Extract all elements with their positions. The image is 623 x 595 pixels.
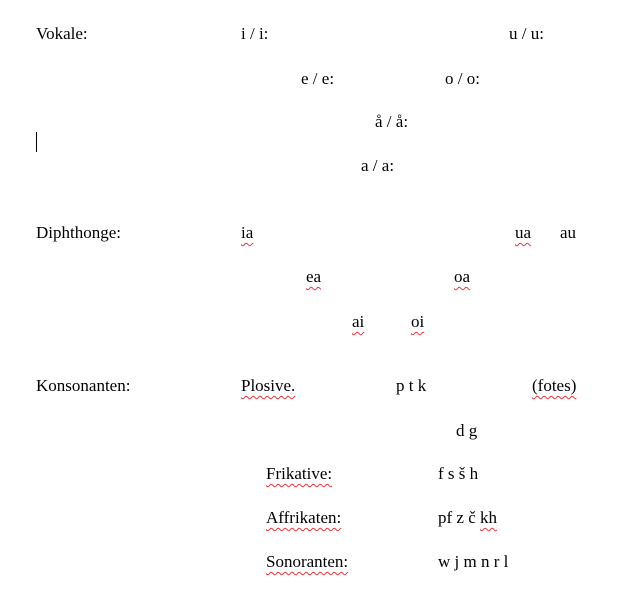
vowel-i: i / i: xyxy=(241,24,269,43)
diphthong-oi: oi xyxy=(411,312,425,331)
plosive-voiced: d g xyxy=(456,421,478,440)
diphthong-ea: ea xyxy=(306,267,322,286)
diphthong-ua: ua xyxy=(515,223,532,242)
affricate-value-kh: kh xyxy=(480,508,498,527)
fricative-value: f s š h xyxy=(438,464,479,483)
vowels-label: Vokale: xyxy=(36,24,88,43)
vowel-aring: å / å: xyxy=(375,112,409,131)
text-cursor[interactable] xyxy=(36,132,37,152)
diphthong-ia: ia xyxy=(241,223,254,242)
affricate-value-main: pf z č xyxy=(438,508,481,527)
diphthong-ai: ai xyxy=(352,312,365,331)
vowel-e: e / e: xyxy=(301,69,335,88)
fricative-label: Frikative: xyxy=(266,464,333,483)
fotes-note: (fotes) xyxy=(532,376,577,395)
diphthong-oa: oa xyxy=(454,267,471,286)
affricate-value xyxy=(438,509,497,526)
plosive-voiceless: p t k xyxy=(396,376,427,395)
sonorant-value: w j m n r l xyxy=(438,552,509,571)
sonorant-label: Sonoranten: xyxy=(266,552,349,571)
diphthongs-label: Diphthonge: xyxy=(36,223,121,242)
plosive-label: Plosive. xyxy=(241,376,296,395)
vowel-u: u / u: xyxy=(509,24,544,43)
affricate-label: Affrikaten: xyxy=(266,508,342,527)
vowel-a: a / a: xyxy=(361,156,395,175)
consonants-label: Konsonanten: xyxy=(36,376,131,395)
vowel-o: o / o: xyxy=(445,69,480,88)
diphthong-au: au xyxy=(560,223,577,242)
